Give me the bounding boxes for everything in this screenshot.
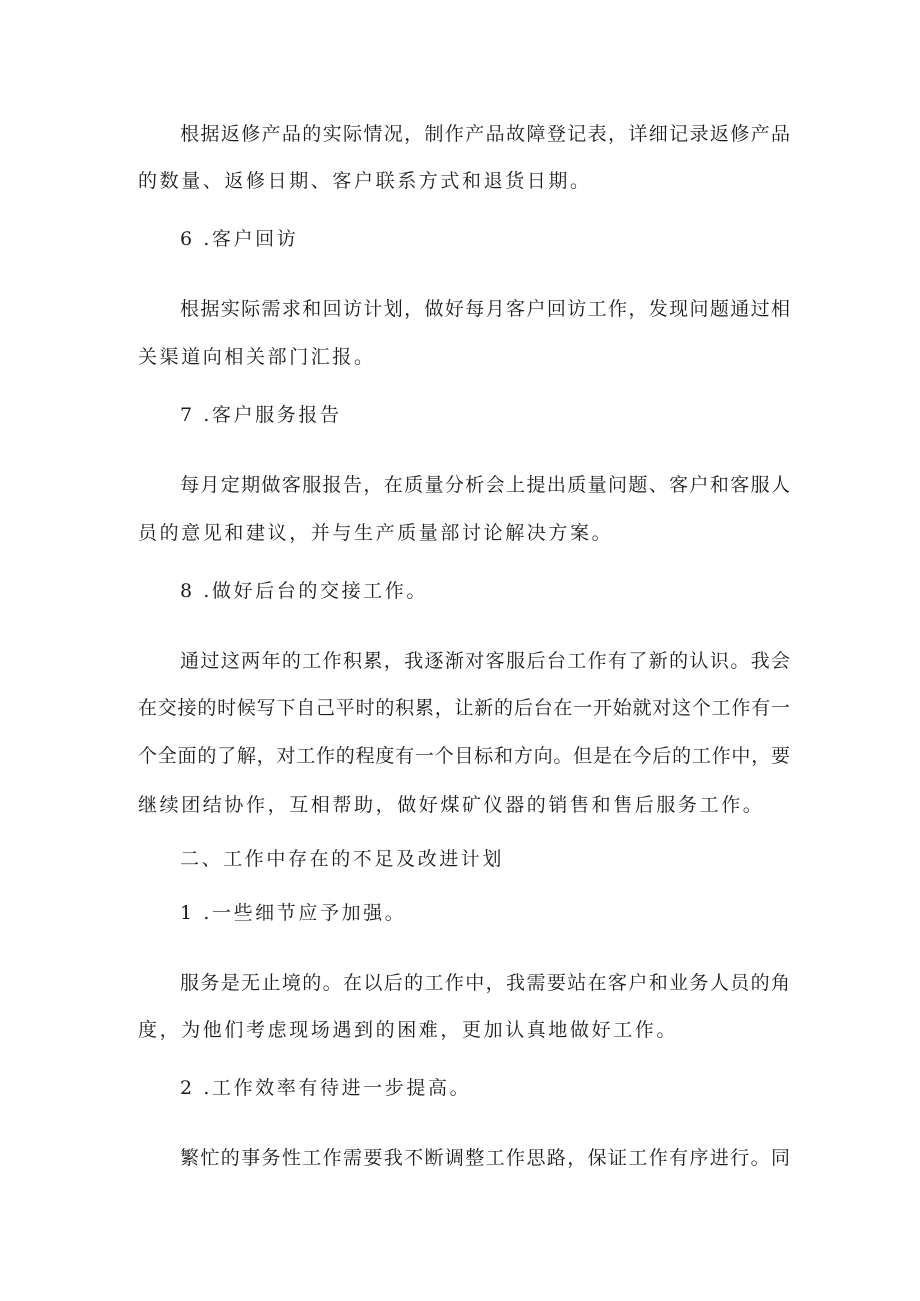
paragraph-line: 通过这两年的工作积累，我逐渐对客服后台工作有了新的认识。我会: [180, 650, 790, 672]
section-title: 二、工作中存在的不足及改进计划: [180, 848, 505, 870]
section-heading: 7 .客户服务报告: [180, 404, 342, 426]
paragraph-line: 每月定期做客服报告，在质量分析会上提出质量问题、客户和客服人: [180, 474, 790, 496]
paragraph-line: 关渠道向相关部门汇报。: [138, 346, 376, 368]
section-heading: 6 .客户回访: [180, 228, 299, 250]
paragraph-line: 继续团结协作，互相帮助，做好煤矿仪器的销售和售后服务工作。: [138, 794, 765, 816]
section-heading: 2 .工作效率有待进一步提高。: [180, 1077, 472, 1099]
paragraph-line: 的数量、返修日期、客户联系方式和退货日期。: [138, 170, 592, 192]
section-heading: 1 .一些细节应予加强。: [180, 902, 407, 924]
paragraph-line: 繁忙的事务性工作需要我不断调整工作思路，保证工作有序进行。同: [180, 1147, 790, 1169]
paragraph-line: 员的意见和建议，并与生产质量部讨论解决方案。: [138, 522, 614, 544]
paragraph-line: 个全面的了解，对工作的程度有一个目标和方向。但是在今后的工作中，要: [138, 745, 790, 767]
paragraph-line: 根据返修产品的实际情况，制作产品故障登记表，详细记录返修产品: [180, 123, 790, 145]
section-heading: 8 .做好后台的交接工作。: [180, 580, 428, 602]
paragraph-line: 在交接的时候写下自己平时的积累，让新的后台在一开始就对这个工作有一: [138, 697, 790, 719]
paragraph-line: 度，为他们考虑现场遇到的困难，更加认真地做好工作。: [138, 1019, 679, 1041]
paragraph-line: 服务是无止境的。在以后的工作中，我需要站在客户和业务人员的角: [180, 972, 790, 994]
paragraph-line: 根据实际需求和回访计划，做好每月客户回访工作，发现问题通过相: [180, 298, 790, 320]
